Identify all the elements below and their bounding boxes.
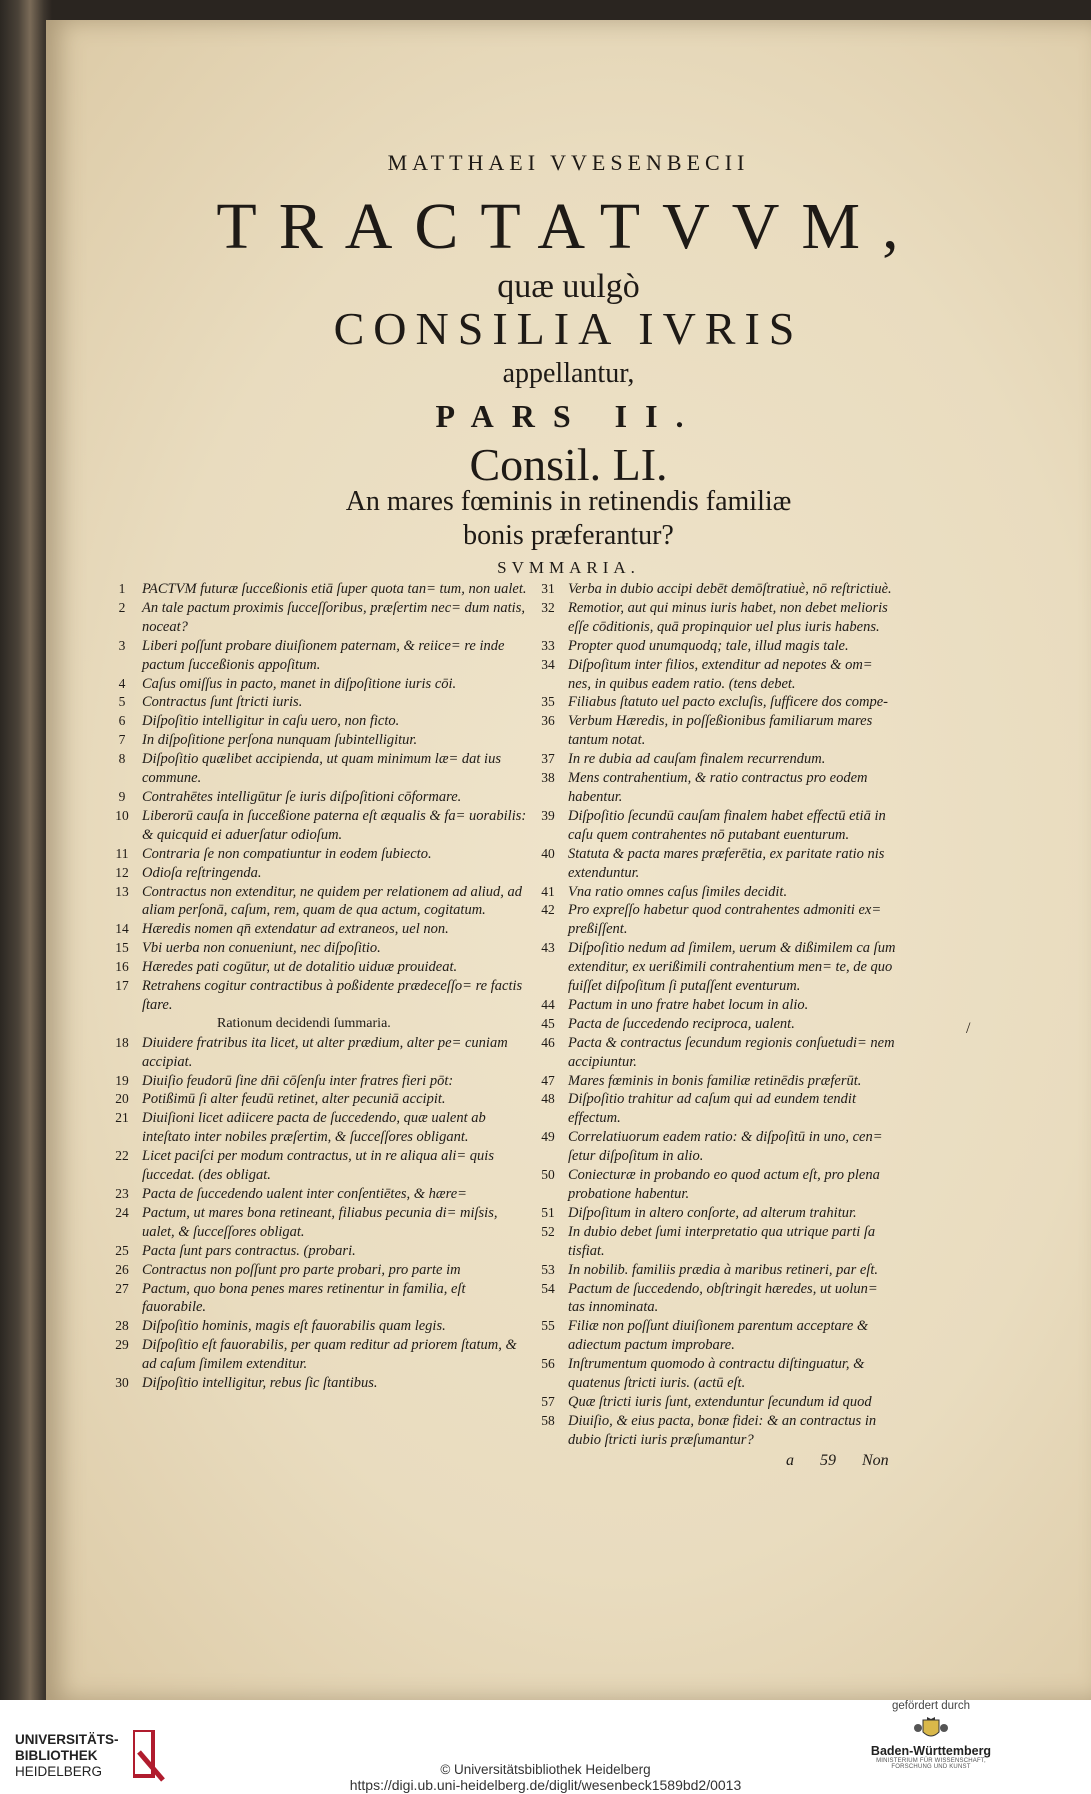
entry-number: 26 [115,1261,129,1277]
entry-number: 28 [115,1318,129,1334]
entry-number: 23 [115,1186,129,1201]
summaria-entry [102,920,527,939]
summaria-entry [528,1355,898,1393]
entry-text: Filiabus ſtatuto uel pacto excluſis, ſufficere dos compe- [568,694,889,711]
entry-number: 46 [541,1034,555,1050]
summaria-subheading: Rationum decidendi ſummaria. [217,1015,391,1031]
entry-text: Verba in dubio accipi debēt demōſtratiuè, nō reſtrictiuè. [568,581,892,597]
summaria-entry [102,750,527,788]
entry-number: 16 [115,959,129,975]
entry-text: Liberorū cauſa in ſucceßione paterna eſt æqualis & fa= uorabilis: & quicquid ei aduerſatur odioſum. [142,807,527,843]
summaria-entry [528,1204,898,1223]
entry-number: 32 [541,599,555,615]
entry-number: 4 [118,675,126,691]
entry-text: Filiæ non poſſunt diuiſionem parentum acceptare & adiectum pactum improbare. [568,1318,869,1354]
entry-text: Diſpoſitio trahitur ad caſum qui ad eundem tendit effectum. [568,1091,856,1127]
summaria-entry [102,845,527,864]
library-name-line-1: UNIVERSITÄTS- [15,1732,119,1747]
author-line: MATTHAEI VVESENBECII [387,150,750,175]
summaria-entry [102,1374,527,1393]
summaria-entry [102,1242,527,1261]
summaria-entry [102,958,527,977]
catchword: 59 Non [820,1452,889,1469]
summaria-entry [528,693,898,712]
entry-number: 51 [541,1204,555,1220]
entry-text: Statuta & pacta mares præferētia, ex paritate ratio nis extenduntur. [568,845,885,881]
summaria-entry [528,996,898,1015]
entry-text: Mares fœminis in bonis familiæ retinēdis præferūt. [568,1072,862,1089]
entry-number: 29 [115,1337,129,1353]
summaria-entry [528,637,898,656]
summaria-entry [102,788,527,807]
entry-number: 41 [541,883,555,899]
entry-text: Diſpoſitio intelligitur, rebus ſic ſtantibus. [142,1375,378,1392]
entry-number: 52 [541,1223,555,1239]
entry-number: 40 [541,845,555,861]
entry-text: Pacta de ſuccedendo reciproca, ualent. [568,1015,795,1032]
summaria-entry [102,1109,527,1147]
sponsor-subtitle: MINISTERIUM FÜR WISSENSCHAFT, FORSCHUNG UND KUNST [876,1758,986,1770]
summaria-entry [102,580,527,599]
entry-number: 21 [115,1110,129,1126]
entry-text: Contractus non extenditur, ne quidem per relationem ad aliud, ad aliam perſonā, caſum, rem, quam de qua actum, cogitatum. [142,883,523,919]
entry-number: 54 [541,1280,555,1296]
entry-text: Diſpoſitio ſecundū cauſam finalem habet effectū etiā in caſu quem contrahentes nō putabant euenturum. [568,807,886,843]
entry-number: 8 [118,751,126,767]
entry-number: 13 [115,883,129,899]
entry-text: Pactum de ſuccedendo, obſtringit hæredes, ut uolun= tas innominata. [568,1280,878,1316]
summaria-entry [528,1015,898,1034]
entry-text: Pactum, quo bona penes mares retinentur in familia, eſt fauorabile. [142,1280,466,1316]
entry-number: 14 [115,921,129,937]
entry-text: Pactum in uno fratre habet locum in alio. [568,996,809,1013]
subtitle-consilia-iuris: CONSILIA IVRIS [333,303,804,354]
entry-text: Diuiſio feudorū ſine dn̄i cōſenſu inter fratres fieri pōt: [142,1072,454,1089]
consilium-number: Consil. LI. [469,439,668,490]
entry-number: 36 [541,713,555,729]
entry-text: Inſtrumentum quomodo à contractu diſtinguatur, & quatenus ſtricti iuris. (actū eſt. [568,1356,865,1392]
summaria-entry [102,864,527,883]
summaria-heading: SVMMARIA. [497,558,640,577]
entry-text: Vna ratio omnes caſus ſimiles decidit. [568,883,788,900]
pars-heading: PARS II. [435,398,702,434]
entry-number: 27 [115,1280,129,1296]
summaria-entry [102,883,527,921]
entry-number: 2 [118,599,126,615]
entry-text: Pro expreſſo habetur quod contrahentes admoniti ex= preßiſſent. [568,902,882,938]
state-crest-icon [913,1716,949,1742]
entry-number: 44 [541,996,555,1012]
entry-number: 25 [115,1242,129,1258]
entry-text: Diuiſio, & eius pacta, bonæ fidei: & an contractus in dubio ſtricti iuris præſumantur? [568,1412,877,1448]
summaria-entry [102,637,527,675]
margin-mark: / [966,1020,971,1037]
summaria-entry [528,939,898,996]
entry-number: 10 [115,807,129,823]
entry-number: 58 [541,1412,555,1428]
entry-number: 9 [118,788,126,804]
summaria-entry [102,1317,527,1336]
signature-mark: a [786,1452,794,1469]
entry-number: 55 [541,1318,555,1334]
entry-number: 17 [115,978,129,994]
summaria-entry [528,712,898,750]
entry-text: In diſpoſitione perſona nunquam ſubintelligitur. [142,732,418,749]
permalink[interactable]: https://digi.ub.uni-heidelberg.de/diglit/wesenbeck1589bd2/0013 [349,1777,742,1793]
entry-text: Mens contrahentium, & ratio contractus pro eodem habentur. [568,770,868,805]
entry-text: Odioſa reſtringenda. [142,864,262,881]
library-name-line-3: HEIDELBERG [15,1764,103,1779]
entry-text: Verbum Hæredis, in poſſeßionibus familiarum mares tantum notat. [568,713,873,749]
summaria-entry [528,807,898,845]
entry-number: 56 [541,1356,555,1372]
entry-text: Diſpoſitum inter filios, extenditur ad nepotes & om= nes, in quibus eadem ratio. (tens debet. [568,656,873,692]
entry-number: 22 [115,1148,129,1164]
entry-number: 57 [541,1393,555,1409]
entry-text: Pacta & contractus ſecundum regionis conſuetudi= nem accipiuntur. [568,1034,895,1070]
entry-text: In nobilib. familiis prædia à maribus retineri, par eſt. [568,1261,879,1278]
entry-text: Retrahens cogitur contractibus à poßidente prædeceſſo= re factis ſtare. [142,978,523,1013]
summaria-entry [102,675,527,694]
entry-text: Diuidere fratribus ita licet, ut alter prædium, alter pe= cuniam accipiat. [142,1034,508,1070]
entry-text: Remotior, aut qui minus iuris habet, non debet melioris eſſe cōditionis, quā propinquior uel plus iuris habens. [568,599,888,635]
summaria-right-column [528,580,898,1450]
entry-number: 49 [541,1129,555,1145]
entry-text: Quæ ſtricti iuris ſunt, extenduntur ſecundum id quod [568,1393,872,1410]
entry-text: In re dubia ad cauſam finalem recurrendum. [568,751,826,768]
summaria-entry [528,1166,898,1204]
entry-text: An tale pactum proximis ſucceſſoribus, præſertim nec= dum natis, noceat? [142,599,525,635]
entry-text: Licet paciſci per modum contractus, ut in re aliqua ali= quis ſuccedat. (des obligat. [142,1148,494,1184]
entry-number: 30 [115,1375,129,1391]
summaria-entry [528,1072,898,1091]
entry-text: Contrahētes intelligūtur ſe iuris diſpoſitioni cōformare. [142,788,462,805]
entry-number: 35 [541,694,555,710]
summaria-entry [102,1336,527,1374]
summaria-entry [528,1261,898,1280]
entry-number: 11 [115,845,129,861]
catchword-line [786,1452,889,1470]
entry-number: 12 [115,864,129,880]
question-line-1: An mares fœminis in retinendis familiæ [345,486,792,517]
entry-number: 47 [541,1072,555,1088]
summaria-entry [528,656,898,694]
summaria-entry [102,1147,527,1185]
summaria-entry [528,1034,898,1072]
entry-number: 38 [541,770,555,786]
entry-number: 7 [118,732,126,748]
entry-text: Diſpoſitio intelligitur in caſu uero, non ficto. [142,713,400,730]
entry-text: Diſpoſitio hominis, magis eſt fauorabilis quam legis. [142,1318,446,1335]
summaria-entry [528,1128,898,1166]
entry-number: 6 [118,713,126,729]
library-name-line-2: BIBLIOTHEK [15,1748,98,1763]
entry-number: 34 [541,656,555,672]
summaria-entry [102,1072,527,1091]
entry-text: Pacta ſunt pars contractus. (probari. [142,1242,356,1259]
entry-text: Diſpoſitum in altero conſorte, ad alterum trahitur. [568,1204,857,1221]
entry-text: Diſpoſitio eſt fauorabilis, per quam reditur ad priorem ſtatum, & ad caſum ſimilem extenditur. [142,1337,517,1373]
entry-text: Contractus ſunt ſtricti iuris. [142,694,303,711]
entry-number: 19 [115,1072,129,1088]
entry-text: Caſus omiſſus in pacto, manet in diſpoſitione iuris cōi. [142,675,457,692]
summaria-entry [528,1393,898,1412]
entry-text: Potißimū ſi alter feudū retinet, alter pecuniā accipit. [142,1091,446,1108]
entry-text: Hæredis nomen qn̄ extendatur ad extraneos, uel non. [142,921,449,938]
summaria-left-column [102,580,527,1393]
viewer-footer [0,1700,1091,1794]
entry-number: 1 [118,581,126,596]
summaria-entry [102,731,527,750]
entry-text: Hæredes pati cogūtur, ut de dotalitio uiduæ prouideat. [142,959,458,976]
entry-number: 33 [541,637,555,653]
summaria-entry [102,939,527,958]
summaria-entry [102,1261,527,1280]
entry-number: 50 [541,1167,555,1183]
summaria-entry [528,1223,898,1261]
summaria-entry [102,1204,527,1242]
entry-number: 18 [115,1034,129,1050]
summaria-entry [102,693,527,712]
entry-number: 42 [541,902,555,918]
summaria-entry [102,807,527,845]
entry-text: Diſpoſitio quælibet accipienda, ut quam minimum læ= dat ius commune. [142,751,501,787]
entry-number: 53 [541,1261,555,1277]
question-line-2: bonis præferantur? [463,520,674,551]
subtitle-appellantur: appellantur, [502,358,635,389]
entry-number: 45 [541,1015,555,1031]
copyright-notice: © Universitätsbibliothek Heidelberg [440,1762,651,1777]
summaria-entry [528,580,898,599]
summaria-entry [102,599,527,637]
summaria-entry [528,599,898,637]
summaria-entry [102,977,527,1015]
entry-text: Propter quod unumquodq; tale, illud magis tale. [568,637,849,654]
entry-number: 31 [541,581,555,596]
summaria-entry [528,1317,898,1355]
subtitle-quae-uulgo: quæ uulgò [497,268,640,305]
entry-text: Liberi poſſunt probare diuiſionem paternam, & reiice= re inde pactum ſucceßionis appoſitum. [142,637,505,673]
entry-text: Contraria ſe non compatiuntur in eodem ſubiecto. [142,845,432,862]
entry-number: 20 [115,1091,129,1107]
summaria-entry [102,1090,527,1109]
entry-text: Diuiſioni licet adiicere pacta de ſuccedendo, quæ ualent ab inteſtato inter nobiles præſertim, & ſucceſſores obligant. [142,1110,486,1146]
sponsor-block[interactable] [861,1700,1001,1770]
summaria-entry [528,750,898,769]
summaria-entry [528,1280,898,1318]
entry-number: 37 [541,751,555,767]
summaria-entry [528,901,898,939]
summaria-entry [102,1185,527,1204]
entry-text: Coniecturæ in probando eo quod actum eſt, pro plena probatione habentur. [568,1167,880,1202]
entry-text: Diſpoſitio nedum ad ſimilem, uerum & dißimilem ca ſum extenditur, ex uerißimili contrahentium men= te, de quo fuiſſet diſpoſitum ſi putaſſent eventurum. [568,940,896,995]
entry-text: Pacta de ſuccedendo ualent inter conſentiētes, & hære= [142,1186,467,1202]
entry-text: PACTVM futuræ ſucceßionis etiā ſuper quota tan= tum, non ualet. [142,581,527,597]
summaria-entry [528,1412,898,1450]
entry-number: 15 [115,940,129,956]
entry-text: Pactum, ut mares bona retineant, filiabus pecunia di= miſsis, ualet, & ſucceſſores obligat. [142,1204,498,1240]
entry-number: 43 [541,940,555,956]
summaria-entry [102,712,527,731]
summaria-entry [528,1090,898,1128]
summaria-entry [102,1034,527,1072]
entry-number: 3 [118,637,126,653]
sponsor-name: Baden-Württemberg [870,1744,992,1758]
entry-number: 39 [541,807,555,823]
entry-number: 5 [118,694,126,710]
entry-text: Correlatiuorum eadem ratio: & diſpoſitū in uno, cen= ſetur diſpoſitum in alio. [568,1129,883,1165]
summaria-entry [528,883,898,902]
summaria-entry [528,845,898,883]
page-scan [46,20,1091,1700]
entry-number: 24 [115,1204,129,1220]
sponsor-label: gefördert durch [892,1700,970,1712]
entry-text: Vbi uerba non conueniunt, nec diſpoſitio. [142,940,381,957]
entry-text: Contractus non poſſunt pro parte probari, pro parte im [142,1261,461,1278]
summaria-entry [102,1280,527,1318]
work-title: TRACTATVVM, [216,190,921,263]
entry-text: In dubio debet ſumi interpretatio qua utrique parti ſa tisfiat. [568,1223,876,1259]
entry-number: 48 [541,1091,555,1107]
summaria-entry [528,769,898,807]
